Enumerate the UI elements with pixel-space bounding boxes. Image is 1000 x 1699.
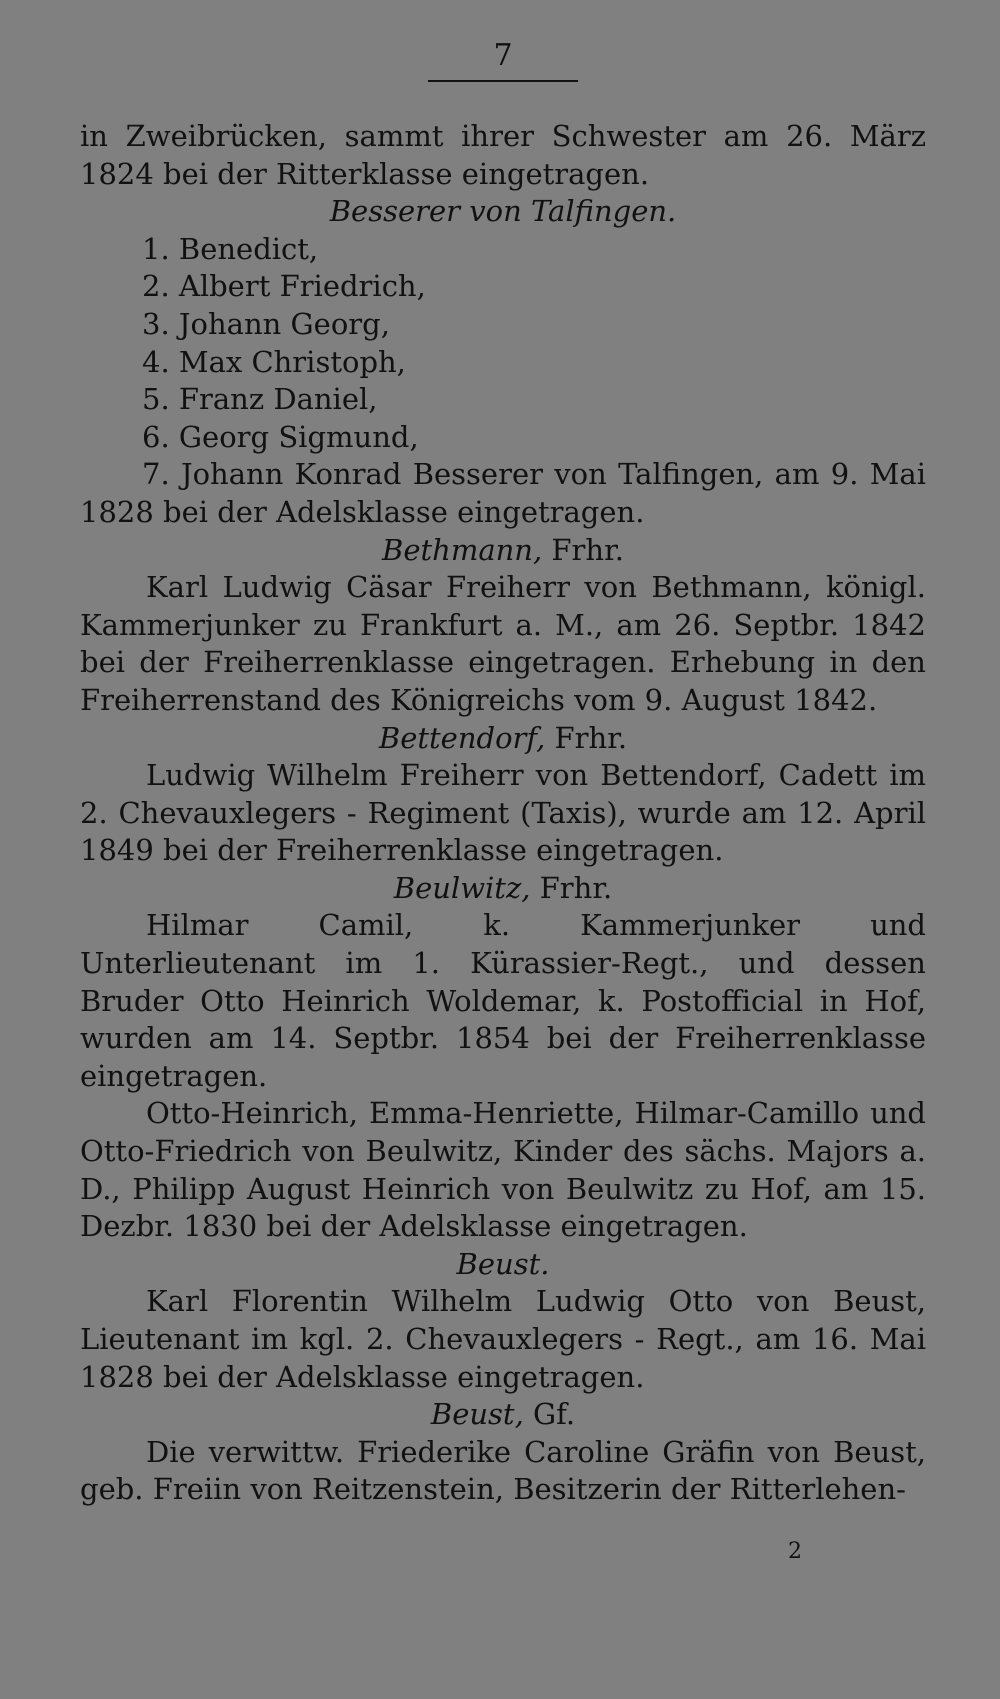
entry-heading-bethmann — [80, 532, 926, 570]
entry-heading-suffix: Frhr. — [545, 720, 628, 755]
entry-paragraph: Karl Ludwig Cäsar Freiherr von Bethmann, königl. Kammerjunker zu Frankfurt a. M., am 26. Septbr. 1842 bei der Freiherrenklasse eingetragen. Erhebung in den Freiherrenstand des Königreichs vom 9. August 1842. — [80, 570, 926, 717]
entry-paragraph: Die verwittw. Friederike Caroline Gräfin von Beust, geb. Freiin von Reitzenstein, Besitzerin der Ritterlehen- — [80, 1434, 926, 1507]
page-number-rule — [428, 80, 578, 82]
entry-paragraph: Otto-Heinrich, Emma-Henriette, Hilmar-Camillo und Otto-Friedrich von Beulwitz, Kinder des sächs. Majors a. D., Philipp August Heinrich von Beulwitz zu Hof, am 15. Dezbr. 1830 bei der Adelsklasse eingetragen. — [80, 1096, 926, 1244]
intro-paragraph: in Zweibrücken, sammt ihrer Schwester am 26. März 1824 bei der Ritterklasse eingetragen. — [80, 119, 926, 191]
entry-heading-beust — [80, 1246, 926, 1284]
entry-heading-suffix: Frhr. — [542, 532, 624, 567]
besserer-name-list — [80, 231, 926, 532]
list-item: 2. Albert Friedrich, — [142, 269, 426, 304]
entry-heading-name: Beust. — [456, 1246, 550, 1281]
entry-heading-name: Beulwitz, — [393, 870, 531, 905]
list-item: 5. Franz Daniel, — [142, 382, 378, 417]
page-number: 7 — [493, 38, 513, 73]
entry-heading-name: Besserer von Talfingen. — [329, 194, 677, 229]
list-item: 6. Georg Sigmund, — [142, 419, 419, 454]
list-item: 1. Benedict, — [142, 231, 319, 266]
entry-heading-name: Beust, — [430, 1397, 524, 1432]
entry-heading-name: Bethmann, — [382, 532, 543, 567]
entry-heading-beulwitz — [80, 870, 926, 908]
list-item: 4. Max Christoph, — [142, 344, 406, 379]
entry-paragraph: Hilmar Camil, k. Kammerjunker und Unterlieutenant im 1. Kürassier-Regt., und dessen Bruder Otto Heinrich Woldemar, k. Postofficial in Hof, wurden am 14. Septbr. 1854 bei der Freiherrenklasse eingetragen. — [80, 908, 926, 1093]
list-item: 7. Johann Konrad Besserer von Talfingen, am 9. Mai 1828 bei der Adelsklasse eingetragen. — [80, 457, 926, 529]
entry-heading-beust-graf — [80, 1396, 926, 1434]
entry-paragraph: Karl Florentin Wilhelm Ludwig Otto von Beust, Lieutenant im kgl. 2. Chevauxlegers - Regt., am 16. Mai 1828 bei der Adelsklasse eingetragen. — [80, 1284, 926, 1394]
entry-paragraph: Ludwig Wilhelm Freiherr von Bettendorf, Cadett im 2. Chevauxlegers - Regiment (Taxis), wurde am 12. April 1849 bei der Freiherrenklasse eingetragen. — [80, 758, 926, 868]
entry-heading-name: Bettendorf, — [378, 720, 546, 755]
list-item: 3. Johann Georg, — [142, 306, 390, 341]
entry-heading-besserer — [80, 193, 926, 231]
entry-heading-bettendorf — [80, 720, 926, 758]
entry-heading-suffix: Frhr. — [530, 870, 613, 905]
body-text — [80, 118, 926, 1509]
entry-heading-suffix: Gf. — [523, 1397, 576, 1432]
signature-mark: 2 — [788, 1539, 802, 1564]
